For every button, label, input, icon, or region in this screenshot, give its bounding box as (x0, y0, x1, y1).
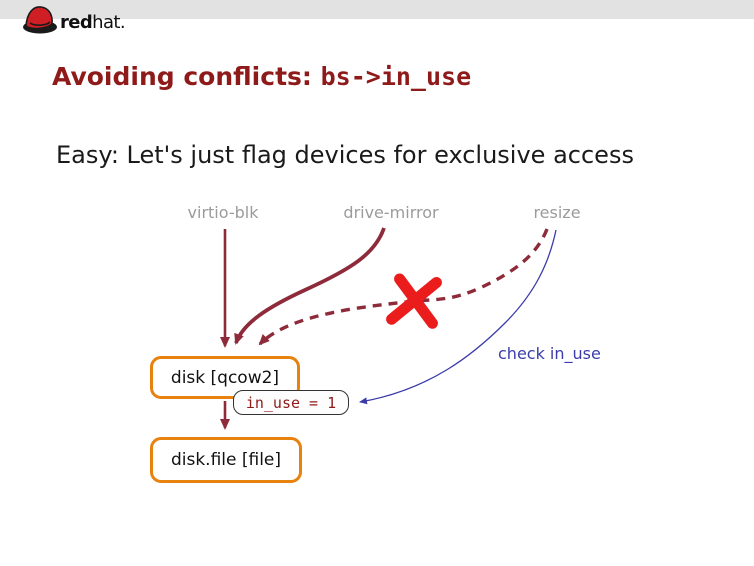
logo-word-red: red (60, 12, 93, 33)
drive-mirror-arrow (236, 228, 384, 343)
redhat-logo-text (60, 14, 125, 36)
slide-title-code: bs->in_use (320, 62, 472, 91)
logo-suffix: . (119, 12, 125, 33)
logo-word-hat: hat (92, 12, 120, 33)
redhat-logo (20, 2, 125, 36)
label-drive-mirror: drive-mirror (343, 203, 439, 222)
disk-file-node-label: disk.file [file] (170, 450, 282, 470)
resize-dashed-arrow (260, 229, 547, 344)
slide-title (52, 62, 471, 92)
label-virtio-blk: virtio-blk (187, 203, 259, 222)
disk-file-node (150, 437, 302, 483)
slide-subtitle: Easy: Let's just flag devices for exclusive access (56, 141, 634, 169)
check-in-use-label: check in_use (498, 344, 601, 363)
in-use-badge (233, 390, 349, 415)
in-use-badge-label: in_use = 1 (245, 393, 337, 412)
redhat-hat-icon (20, 2, 60, 36)
label-resize: resize (533, 203, 581, 222)
cross-icon (392, 278, 438, 325)
disk-node-label: disk [qcow2] (170, 367, 280, 388)
slide-title-text: Avoiding conflicts: (52, 62, 312, 91)
check-in-use-arrow (360, 230, 556, 402)
